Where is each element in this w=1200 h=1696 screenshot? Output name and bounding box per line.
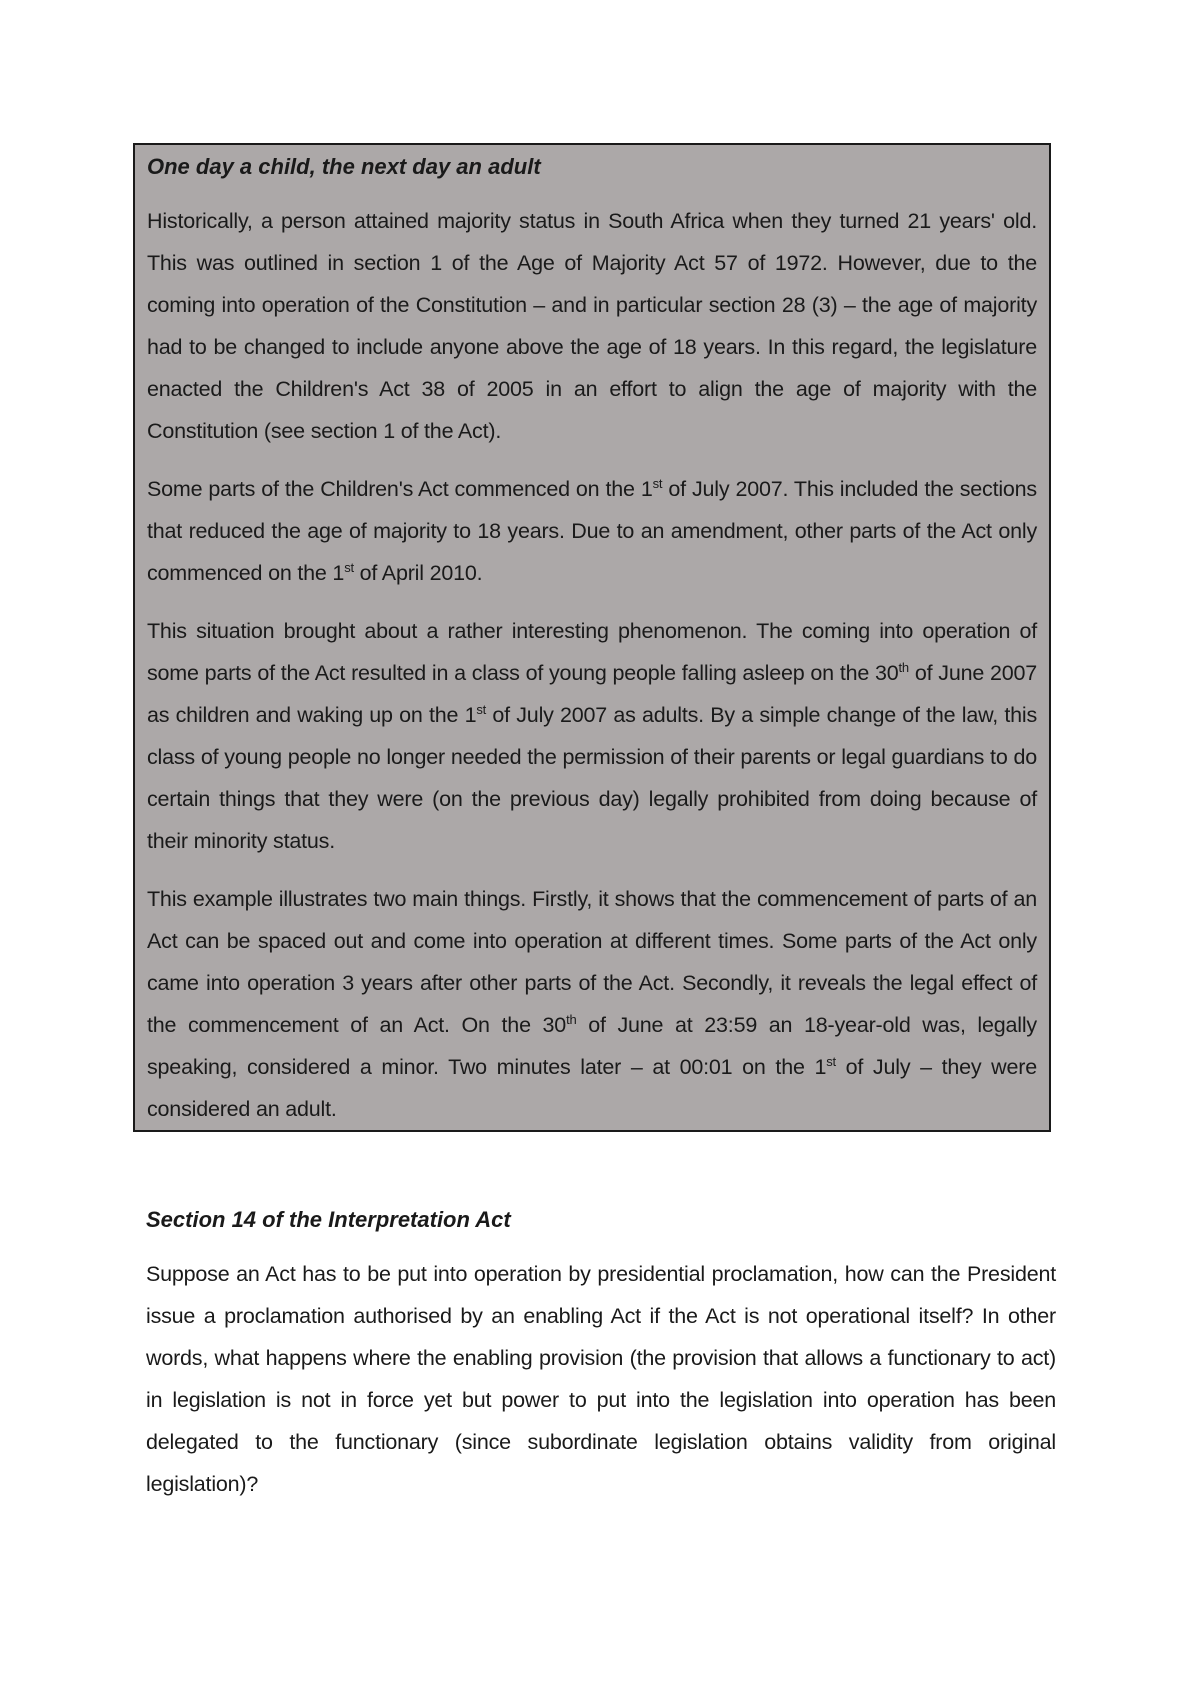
text-run: This situation brought about a rather interesting phenomenon. The coming into operation of some parts of the Act resulted in a class of young people falling asleep on the 30: [147, 619, 1037, 685]
box-paragraph-2: [147, 468, 1037, 594]
text-run: of June 2007 as children and waking up on the 1: [147, 661, 1038, 727]
box-paragraph-4: [147, 878, 1037, 1130]
section-14: [146, 1202, 1056, 1521]
ordinal-suffix: st: [652, 475, 663, 491]
text-run: of July – they were considered an adult.: [147, 1055, 1037, 1121]
ordinal-suffix: st: [344, 559, 354, 575]
text-run: of June at 23:59 an 18-year-old was, legally speaking, considered a minor. Two minutes later – at 00:01 on the 1: [147, 1013, 1037, 1079]
box-paragraph-1: Historically, a person attained majority status in South Africa when they turned 21 years' old. This was outlined in section 1 of the Age of Majority Act 57 of 1972. However, due to the coming into operation of the Constitution – and in particular section 28 (3) – the age of majority had to be changed to include anyone above the age of 18 years. In this regard, the legislature enacted the Children's Act 38 of 2005 in an effort to align the age of majority with the Constitution (see section 1 of the Act).: [147, 209, 1037, 443]
box-title: One day a child, the next day an adult: [147, 154, 541, 179]
text-run: This example illustrates two main things. Firstly, it shows that the commencement of parts of an Act can be spaced out and come into operation at different times. Some parts of the Act only came into operation 3 years after other parts of the Act. Secondly, it reveals the legal effect of the commencement of an Act. On the 30: [147, 887, 1037, 1037]
text-run: of July 2007 as adults. By a simple change of the law, this class of young people no longer needed the permission of their parents or legal guardians to do certain things that they were (on the previous day) legally prohibited from doing because of their minority status.: [147, 703, 1037, 853]
ordinal-suffix: st: [826, 1053, 836, 1069]
text-run: of April 2010.: [353, 561, 483, 585]
section-title: Section 14 of the Interpretation Act: [146, 1207, 511, 1232]
ordinal-suffix: th: [898, 659, 909, 675]
text-run: Some parts of the Children's Act commenced on the 1: [147, 477, 653, 501]
ordinal-suffix: th: [566, 1011, 577, 1027]
ordinal-suffix: st: [476, 701, 487, 717]
box-paragraph-3: [147, 610, 1037, 862]
section-paragraph-1: Suppose an Act has to be put into operation by presidential proclamation, how can the President issue a proclamation authorised by an enabling Act if the Act is not operational itself? In other words, what happens where the enabling provision (the provision that allows a functionary to act) in legislation is not in force yet but power to put into the legislation into operation has been delegated to the functionary (since subordinate legislation obtains validity from original legislation)?: [146, 1262, 1056, 1496]
case-study-box: [133, 143, 1051, 1132]
text-run: of July 2007. This included the sections that reduced the age of majority to 18 years. Due to an amendment, other parts of the Act only commenced on the 1: [147, 477, 1037, 585]
